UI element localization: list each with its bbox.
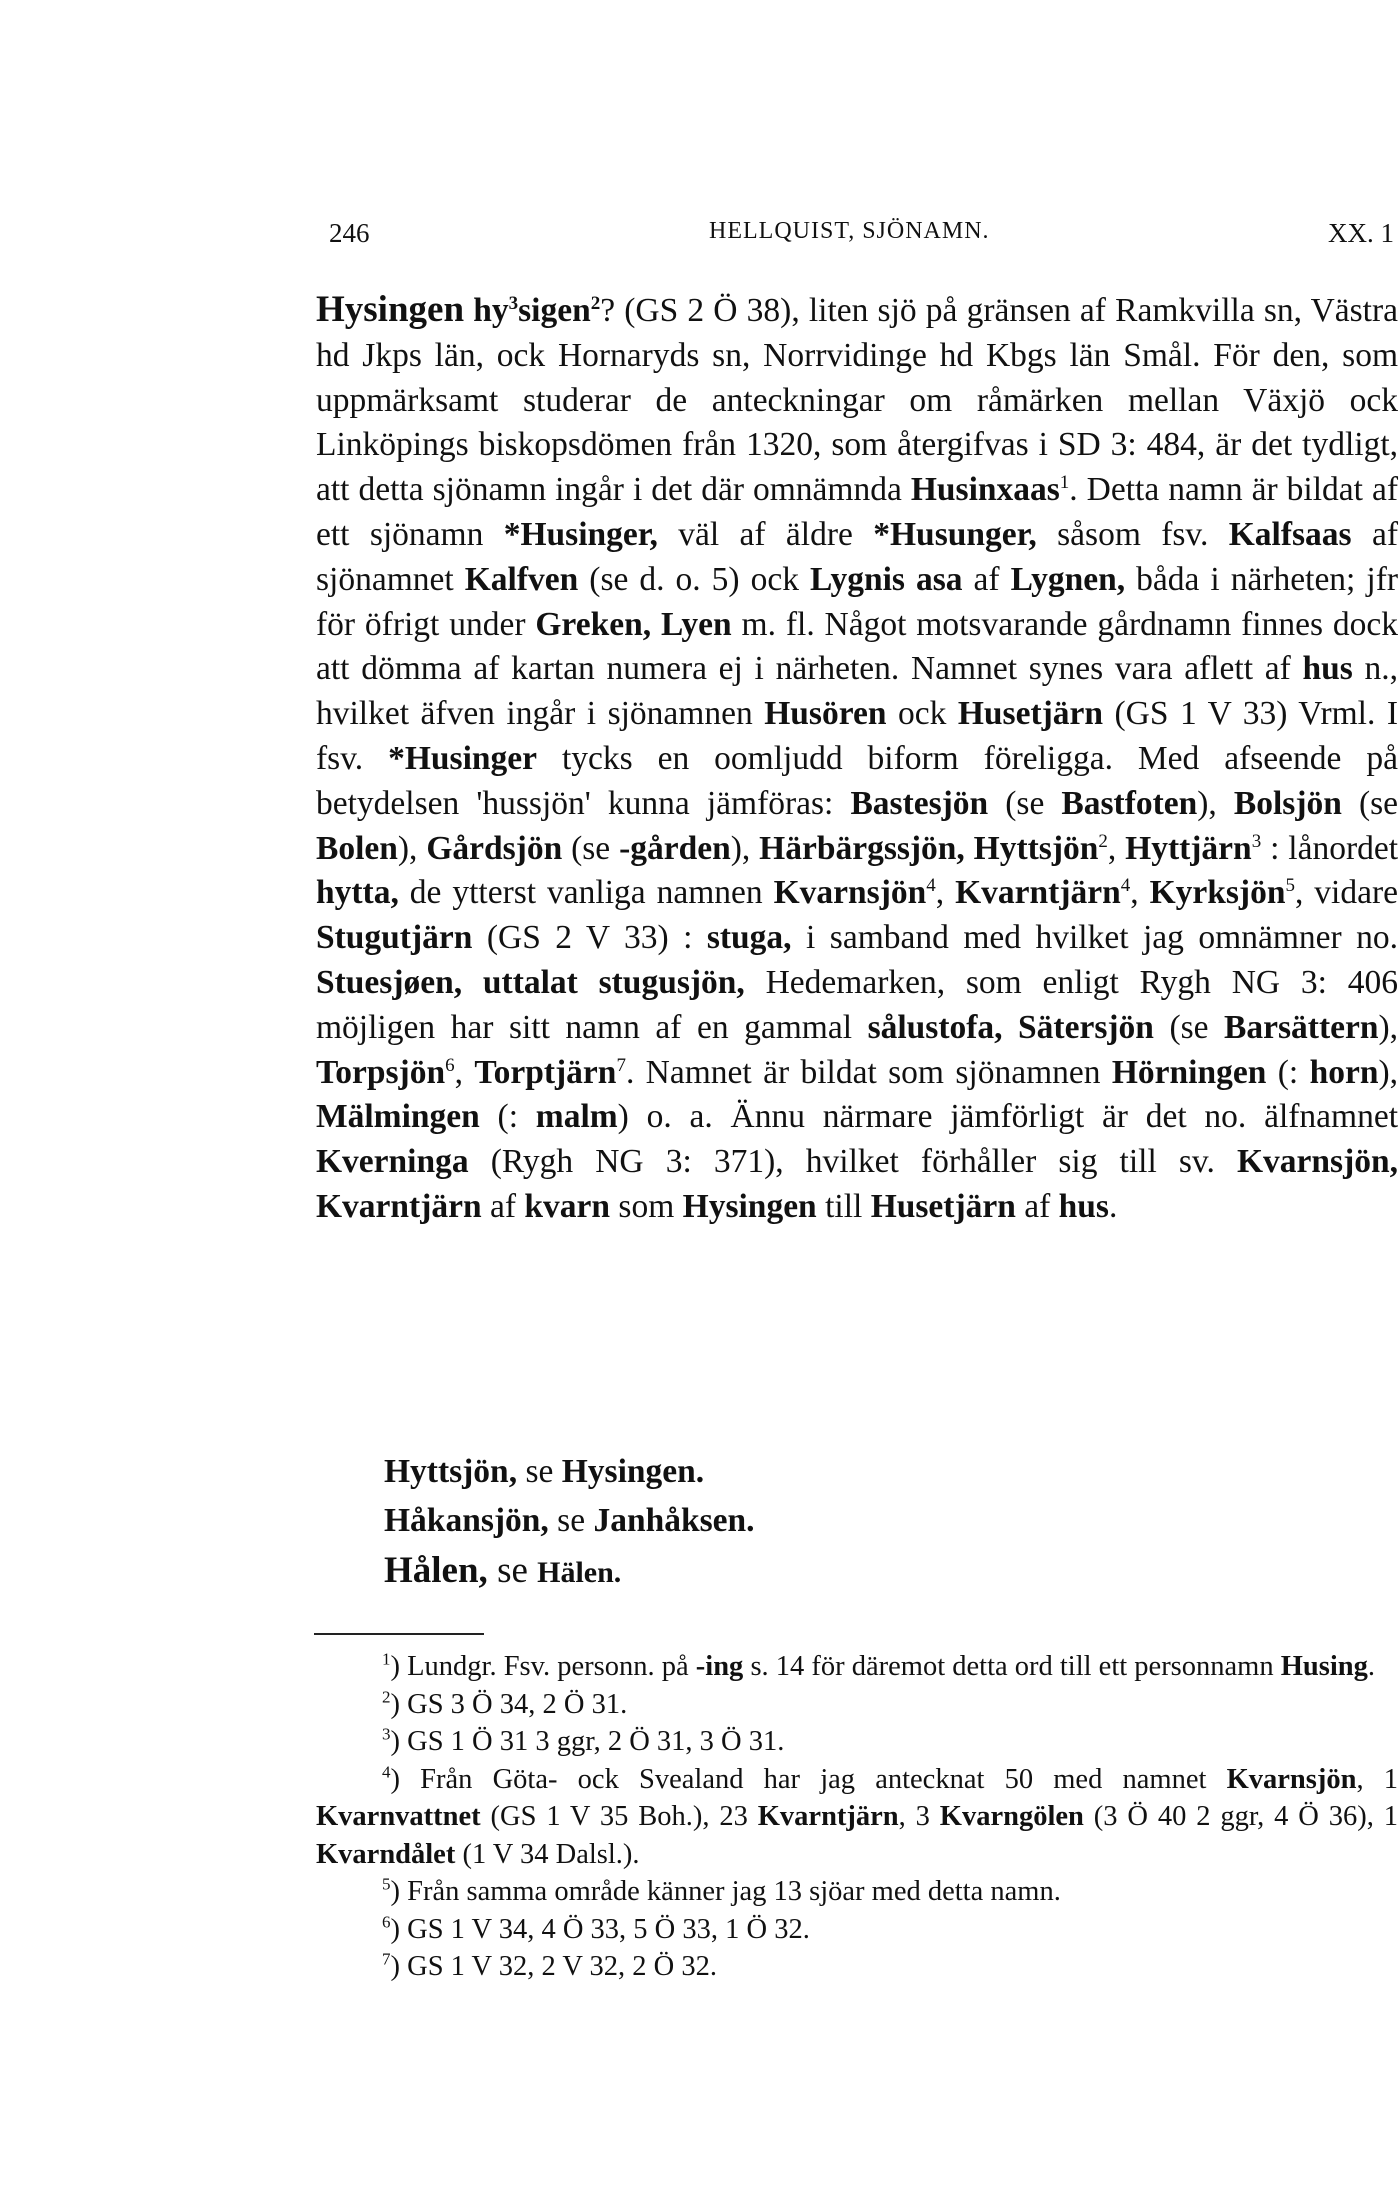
- footnote-2: $^2$) GS 3 Ö 34, 2 Ö 31.: [382, 1687, 628, 1720]
- footnote-5: $^5$) Från samma område känner jag 13 sjöar med detta namn.: [382, 1874, 1061, 1907]
- running-title: HELLQUIST, SJÖNAMN.: [709, 218, 990, 244]
- footnote-ref: 1: [1059, 472, 1070, 494]
- section-number: XX. 1: [1328, 218, 1394, 248]
- headword: Hysingen: [316, 289, 465, 330]
- footnote-4: $^4$) Från Göta- ock Svealand har jag antecknat 50 med namnet Kvarnsjön, 1 Kvarnvattnet (GS 1 V 35 Boh.), 23 Kvarntjärn, 3 Kvarngölen (3 Ö 40 2 ggr, 4 Ö 36), 1 Kvarndålet (1 V 34 Dalsl.).: [316, 1762, 1398, 1870]
- cross-reference-halen: Hålen, se Hälen.: [384, 1550, 622, 1591]
- footnote-7: $^7$) GS 1 V 32, 2 V 32, 2 Ö 32.: [382, 1949, 717, 1982]
- entry-hysingen: Hysingen $hy^3sigen^2$? (GS 2 Ö 38), liten sjö på gränsen af Ramkvilla sn, Västra hd Jkps län, ock Hornaryds sn, Norrvidinge hd Kbgs län Smål. För den, som uppmärksamt studerar de anteckningar om råmärken mellan Växjö ock Linköpings biskopsdömen från 1320, som återgifvas i SD 3: 484, är det tydligt, att detta sjönamn ingår i det där omnämnda Husinxaas$^1$. Detta namn är bildat af ett sjönamn *Husinger, väl af äldre *Husunger, såsom fsv. Kalfsaas af sjönamnet Kalfven (se d. o. 5) ock Lygnis asa af Lygnen, båda i närheten; jfr för öfrigt under Greken, Lyen m. fl. Något motsvarande gårdnamn finnes dock att dömma af kartan numera ej i närheten. Namnet synes vara aflett af hus n., hvilket äfven ingår i sjönamnen Husören ock Husetjärn (GS 1 V 33) Vrml. I fsv. *Husinger tycks en oomljudd biform föreligga. Med afseende på betydelsen 'hussjön' kunna jämföras: Bastesjön (se Bastfoten), Bolsjön (se Bolen), Gårdsjön (se -gården), Härbärgssjön, Hyttsjön$^2$, Hyttjärn$^3$ : lånordet hytta, de ytterst vanliga namnen Kvarnsjön$^4$, Kvarntjärn$^4$, Kyrksjön$^5$, vidare Stugutjärn (GS 2 V 33) : stuga, i samband med hvilket jag omnämner no. Stuesjøen, uttalat stugusjön, Hedemarken, som enligt Rygh NG 3: 406 möjligen har sitt namn af en gammal sålustofa, Sätersjön (se Barsättern), Torpsjön$^6$, Torptjärn$^7$. Namnet är bildat som sjönamnen Hörningen (: horn), Mälmingen (: malm) o. a. Ännu närmare jämförligt är det no. älfnamnet Kverninga (Rygh NG 3: 371), hvilket förhåller sig till sv. Kvarnsjön, Kvarntjärn af kvarn som Hysingen till Husetjärn af hus.: [316, 289, 1399, 1225]
- footnotes: [316, 1648, 1398, 1986]
- footnote-ref: 2: [1098, 830, 1108, 852]
- footnote-ref: 6: [445, 1054, 455, 1076]
- pronunciation: $hy^3sigen^2$: [473, 292, 601, 329]
- footnote-1: $^1$) Lundgr. Fsv. personn. på -ing s. 14 för däremot detta ord till ett personnamn Husing.: [382, 1649, 1375, 1682]
- footnote-ref: 7: [616, 1054, 626, 1076]
- footnote-divider: [314, 1633, 484, 1635]
- footnote-3: $^3$) GS 1 Ö 31 3 ggr, 2 Ö 31, 3 Ö 31.: [382, 1724, 785, 1757]
- footnote-ref: 5: [1285, 875, 1295, 897]
- page-number: 246: [329, 218, 370, 248]
- footnote-ref: 4: [1120, 875, 1131, 897]
- footnote-6: $^6$) GS 1 V 34, 4 Ö 33, 5 Ö 33, 1 Ö 32.: [382, 1912, 810, 1945]
- footnote-ref: 4: [926, 875, 936, 897]
- cross-reference-hyttsjon: Hyttsjön, se Hysingen.: [384, 1453, 705, 1490]
- footnote-ref: 3: [1251, 830, 1262, 852]
- cross-reference-hakansjon: Håkansjön, se Janhåksen.: [384, 1502, 755, 1539]
- running-header: [329, 218, 1394, 258]
